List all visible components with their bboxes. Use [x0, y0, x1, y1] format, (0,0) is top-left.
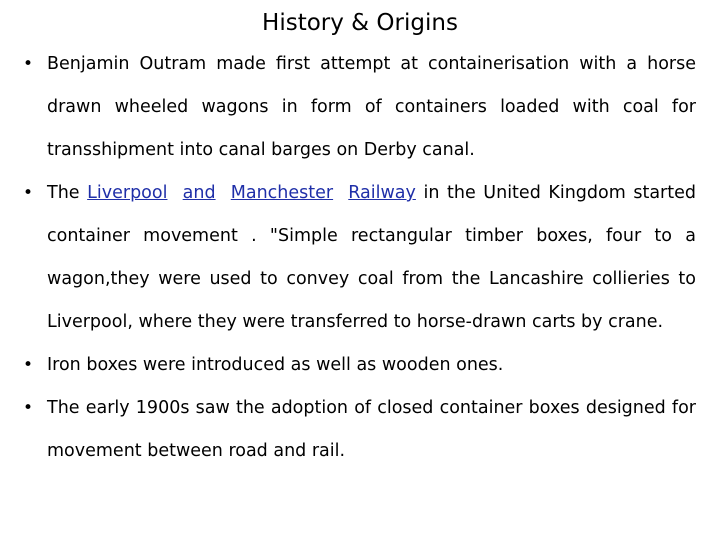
bullet-item-railway — [0, 172, 720, 344]
bullet-dot-icon: • — [22, 54, 34, 74]
link-railway[interactable]: Railway — [348, 183, 416, 203]
bullet-text: The early 1900s saw the adoption of closed container boxes designed for movement between road and rail. — [47, 398, 696, 461]
bullet-text — [47, 172, 696, 344]
link-and[interactable]: and — [182, 183, 216, 203]
bullet-item-1900s — [0, 387, 720, 473]
bullet-dot-icon: • — [22, 355, 34, 375]
bullet-item-outram — [0, 43, 720, 172]
bullet-dot-icon: • — [22, 183, 34, 203]
link-liverpool[interactable]: Liverpool — [87, 183, 168, 203]
bullet-text: Benjamin Outram made first attempt at containerisation with a horse drawn wheeled wagons in form of containers loaded with coal for transshipment into canal barges on Derby canal. — [47, 54, 696, 160]
bullet-text-prefix: The — [47, 183, 88, 203]
bullet-text-suffix: in the United Kingdom started container movement . "Simple rectangular timber boxes, four to a wagon,they were used to convey coal from the Lancashire collieries to Liverpool, where they were transferred to horse-drawn carts by crane. — [47, 183, 696, 332]
link-manchester[interactable]: Manchester — [230, 183, 334, 203]
slide-title: History & Origins — [262, 10, 458, 36]
bullet-item-iron-boxes — [0, 344, 720, 387]
bullet-dot-icon: • — [22, 398, 34, 418]
bullet-text: Iron boxes were introduced as well as wooden ones. — [47, 355, 504, 375]
bullet-list — [0, 43, 720, 473]
